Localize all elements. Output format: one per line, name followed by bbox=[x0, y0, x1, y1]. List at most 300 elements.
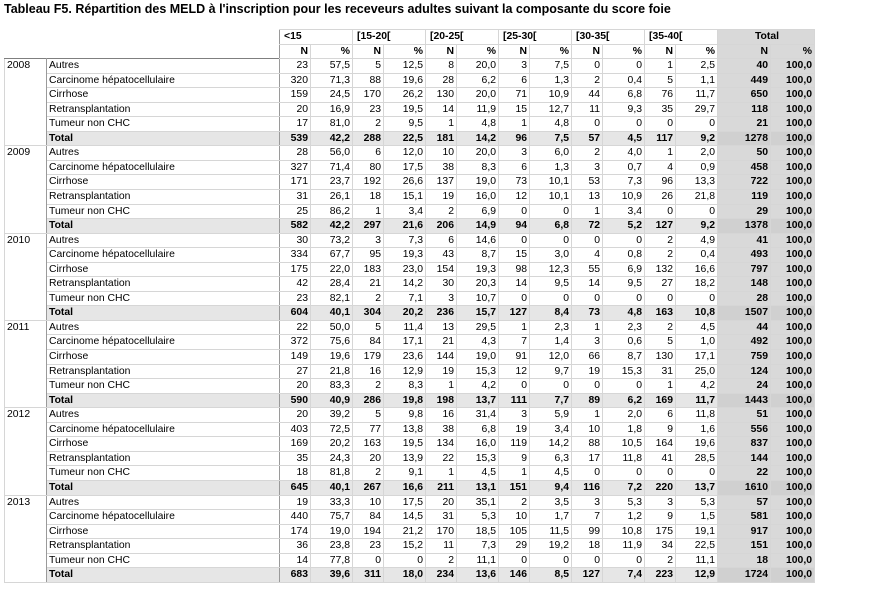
value-cell: 2 bbox=[426, 553, 457, 568]
total-row bbox=[5, 131, 815, 146]
value-cell: 100,0 bbox=[771, 364, 815, 379]
value-cell: 20,0 bbox=[457, 146, 499, 161]
value-cell: 4,8 bbox=[530, 117, 572, 132]
value-cell: 39,6 bbox=[311, 568, 353, 583]
value-cell: 73 bbox=[499, 175, 530, 190]
value-cell: 6 bbox=[499, 160, 530, 175]
header-row-groups bbox=[5, 30, 815, 45]
value-cell: 192 bbox=[353, 175, 384, 190]
value-cell: 8,3 bbox=[457, 160, 499, 175]
value-cell: 181 bbox=[426, 131, 457, 146]
value-cell: 2 bbox=[645, 248, 676, 263]
value-cell: 20,2 bbox=[311, 437, 353, 452]
value-cell: 148 bbox=[718, 277, 771, 292]
value-cell: 3,4 bbox=[530, 422, 572, 437]
value-cell: 100,0 bbox=[771, 291, 815, 306]
value-cell: 14 bbox=[426, 102, 457, 117]
value-cell: 39,2 bbox=[311, 408, 353, 423]
table-row bbox=[5, 437, 815, 452]
value-cell: 130 bbox=[645, 350, 676, 365]
header-sub: N bbox=[718, 44, 771, 59]
value-cell: 1 bbox=[572, 408, 603, 423]
value-cell: 5,3 bbox=[676, 495, 718, 510]
table-row bbox=[5, 495, 815, 510]
value-cell: 30 bbox=[426, 277, 457, 292]
value-cell: 25 bbox=[280, 204, 311, 219]
row-label: Autres bbox=[47, 146, 280, 161]
value-cell: 13,6 bbox=[457, 568, 499, 583]
value-cell: 41 bbox=[645, 451, 676, 466]
value-cell: 5,2 bbox=[603, 219, 645, 234]
value-cell: 582 bbox=[280, 219, 311, 234]
value-cell: 7 bbox=[572, 510, 603, 525]
value-cell: 57,5 bbox=[311, 59, 353, 74]
value-cell: 1 bbox=[499, 117, 530, 132]
value-cell: 55 bbox=[572, 262, 603, 277]
value-cell: 100,0 bbox=[771, 422, 815, 437]
value-cell: 169 bbox=[645, 393, 676, 408]
value-cell: 50,0 bbox=[311, 320, 353, 335]
value-cell: 16,6 bbox=[384, 480, 426, 495]
value-cell: 20 bbox=[280, 379, 311, 394]
value-cell: 14,2 bbox=[457, 131, 499, 146]
value-cell: 223 bbox=[645, 568, 676, 583]
row-label: Autres bbox=[47, 59, 280, 74]
value-cell: 11,7 bbox=[676, 88, 718, 103]
row-label: Cirrhose bbox=[47, 437, 280, 452]
value-cell: 100,0 bbox=[771, 437, 815, 452]
value-cell: 170 bbox=[353, 88, 384, 103]
row-label: Carcinome hépatocellulaire bbox=[47, 335, 280, 350]
value-cell: 163 bbox=[645, 306, 676, 321]
value-cell: 83,3 bbox=[311, 379, 353, 394]
value-cell: 2 bbox=[645, 553, 676, 568]
total-row bbox=[5, 306, 815, 321]
row-label: Carcinome hépatocellulaire bbox=[47, 422, 280, 437]
value-cell: 0 bbox=[645, 204, 676, 219]
value-cell: 1 bbox=[353, 204, 384, 219]
value-cell: 288 bbox=[353, 131, 384, 146]
table-title: Tableau F5. Répartition des MELD à l'inscription pour les receveurs adultes suivant la composante du score foie bbox=[4, 2, 671, 16]
value-cell: 16,6 bbox=[676, 262, 718, 277]
value-cell: 100,0 bbox=[771, 131, 815, 146]
value-cell: 151 bbox=[718, 539, 771, 554]
value-cell: 9 bbox=[645, 510, 676, 525]
value-cell: 174 bbox=[280, 524, 311, 539]
table-row bbox=[5, 117, 815, 132]
header-group: [20-25[ bbox=[426, 30, 499, 45]
value-cell: 3,4 bbox=[384, 204, 426, 219]
value-cell: 100,0 bbox=[771, 88, 815, 103]
value-cell: 0 bbox=[603, 117, 645, 132]
value-cell: 99 bbox=[572, 524, 603, 539]
value-cell: 21,8 bbox=[676, 190, 718, 205]
row-label: Total bbox=[47, 393, 280, 408]
value-cell: 8,7 bbox=[603, 350, 645, 365]
value-cell: 1 bbox=[645, 146, 676, 161]
value-cell: 0 bbox=[530, 233, 572, 248]
value-cell: 18,5 bbox=[457, 524, 499, 539]
value-cell: 100,0 bbox=[771, 495, 815, 510]
value-cell: 144 bbox=[718, 451, 771, 466]
value-cell: 20 bbox=[426, 495, 457, 510]
value-cell: 36 bbox=[280, 539, 311, 554]
value-cell: 96 bbox=[499, 131, 530, 146]
value-cell: 7,7 bbox=[530, 393, 572, 408]
value-cell: 1 bbox=[645, 379, 676, 394]
value-cell: 119 bbox=[499, 437, 530, 452]
value-cell: 11,8 bbox=[676, 408, 718, 423]
value-cell: 72 bbox=[572, 219, 603, 234]
value-cell: 100,0 bbox=[771, 59, 815, 74]
value-cell: 18,2 bbox=[676, 277, 718, 292]
row-label: Cirrhose bbox=[47, 350, 280, 365]
total-row bbox=[5, 568, 815, 583]
table-row bbox=[5, 59, 815, 74]
row-label: Carcinome hépatocellulaire bbox=[47, 73, 280, 88]
value-cell: 11 bbox=[426, 539, 457, 554]
value-cell: 0 bbox=[499, 204, 530, 219]
header-sub: N bbox=[280, 44, 311, 59]
value-cell: 20,0 bbox=[457, 59, 499, 74]
value-cell: 13,7 bbox=[676, 480, 718, 495]
value-cell: 0 bbox=[499, 291, 530, 306]
value-cell: 77,8 bbox=[311, 553, 353, 568]
value-cell: 100,0 bbox=[771, 262, 815, 277]
value-cell: 100,0 bbox=[771, 408, 815, 423]
value-cell: 19,6 bbox=[384, 73, 426, 88]
value-cell: 100,0 bbox=[771, 568, 815, 583]
header-sub: % bbox=[311, 44, 353, 59]
value-cell: 118 bbox=[718, 102, 771, 117]
value-cell: 127 bbox=[572, 568, 603, 583]
value-cell: 17,1 bbox=[676, 350, 718, 365]
value-cell: 581 bbox=[718, 510, 771, 525]
value-cell: 0,6 bbox=[603, 335, 645, 350]
value-cell: 4,8 bbox=[457, 117, 499, 132]
value-cell: 14,2 bbox=[384, 277, 426, 292]
header-blank-cell bbox=[5, 44, 280, 59]
value-cell: 7,2 bbox=[603, 480, 645, 495]
value-cell: 13 bbox=[572, 190, 603, 205]
value-cell: 194 bbox=[353, 524, 384, 539]
value-cell: 100,0 bbox=[771, 451, 815, 466]
value-cell: 146 bbox=[499, 568, 530, 583]
value-cell: 0 bbox=[572, 117, 603, 132]
value-cell: 23,8 bbox=[311, 539, 353, 554]
value-cell: 18,0 bbox=[384, 568, 426, 583]
value-cell: 449 bbox=[718, 73, 771, 88]
value-cell: 81,0 bbox=[311, 117, 353, 132]
value-cell: 43 bbox=[426, 248, 457, 263]
value-cell: 163 bbox=[353, 437, 384, 452]
value-cell: 14,9 bbox=[457, 219, 499, 234]
value-cell: 759 bbox=[718, 350, 771, 365]
value-cell: 0 bbox=[530, 379, 572, 394]
value-cell: 2 bbox=[645, 233, 676, 248]
value-cell: 23,0 bbox=[384, 262, 426, 277]
value-cell: 14,5 bbox=[384, 510, 426, 525]
value-cell: 19 bbox=[426, 190, 457, 205]
value-cell: 10,8 bbox=[676, 306, 718, 321]
value-cell: 267 bbox=[353, 480, 384, 495]
value-cell: 40,1 bbox=[311, 480, 353, 495]
value-cell: 82,1 bbox=[311, 291, 353, 306]
value-cell: 1378 bbox=[718, 219, 771, 234]
value-cell: 9,3 bbox=[603, 102, 645, 117]
value-cell: 100,0 bbox=[771, 466, 815, 481]
value-cell: 1 bbox=[499, 320, 530, 335]
table-row bbox=[5, 291, 815, 306]
value-cell: 1 bbox=[572, 204, 603, 219]
value-cell: 95 bbox=[353, 248, 384, 263]
row-label: Cirrhose bbox=[47, 175, 280, 190]
value-cell: 9,2 bbox=[676, 131, 718, 146]
value-cell: 0 bbox=[572, 233, 603, 248]
value-cell: 2,0 bbox=[603, 408, 645, 423]
value-cell: 31 bbox=[645, 364, 676, 379]
value-cell: 22 bbox=[718, 466, 771, 481]
header-group: [25-30[ bbox=[499, 30, 572, 45]
value-cell: 13,1 bbox=[457, 480, 499, 495]
header-sub: N bbox=[645, 44, 676, 59]
row-label: Autres bbox=[47, 408, 280, 423]
value-cell: 23 bbox=[280, 59, 311, 74]
value-cell: 21 bbox=[426, 335, 457, 350]
value-cell: 1,7 bbox=[530, 510, 572, 525]
value-cell: 0 bbox=[676, 291, 718, 306]
value-cell: 10,7 bbox=[457, 291, 499, 306]
value-cell: 10 bbox=[426, 146, 457, 161]
value-cell: 12 bbox=[499, 364, 530, 379]
value-cell: 19,8 bbox=[384, 393, 426, 408]
table-row bbox=[5, 88, 815, 103]
header-sub: N bbox=[499, 44, 530, 59]
value-cell: 19,5 bbox=[384, 437, 426, 452]
value-cell: 27 bbox=[280, 364, 311, 379]
value-cell: 11,9 bbox=[457, 102, 499, 117]
value-cell: 21,6 bbox=[384, 219, 426, 234]
value-cell: 6,9 bbox=[603, 262, 645, 277]
value-cell: 67,7 bbox=[311, 248, 353, 263]
value-cell: 13,9 bbox=[384, 451, 426, 466]
value-cell: 7,3 bbox=[603, 175, 645, 190]
value-cell: 10,9 bbox=[603, 190, 645, 205]
value-cell: 6,8 bbox=[457, 422, 499, 437]
value-cell: 7 bbox=[499, 335, 530, 350]
year-cell: 2011 bbox=[5, 320, 47, 407]
value-cell: 134 bbox=[426, 437, 457, 452]
value-cell: 80 bbox=[353, 160, 384, 175]
value-cell: 0,8 bbox=[603, 248, 645, 263]
header-sub: % bbox=[603, 44, 645, 59]
header-group: Total bbox=[718, 30, 815, 45]
value-cell: 169 bbox=[280, 437, 311, 452]
value-cell: 12,3 bbox=[530, 262, 572, 277]
row-label: Total bbox=[47, 131, 280, 146]
value-cell: 492 bbox=[718, 335, 771, 350]
value-cell: 1 bbox=[645, 59, 676, 74]
value-cell: 23 bbox=[353, 102, 384, 117]
value-cell: 917 bbox=[718, 524, 771, 539]
table-row bbox=[5, 350, 815, 365]
value-cell: 21 bbox=[353, 277, 384, 292]
value-cell: 154 bbox=[426, 262, 457, 277]
year-cell: 2008 bbox=[5, 59, 47, 146]
value-cell: 1,1 bbox=[676, 73, 718, 88]
value-cell: 81,8 bbox=[311, 466, 353, 481]
value-cell: 116 bbox=[572, 480, 603, 495]
value-cell: 1443 bbox=[718, 393, 771, 408]
value-cell: 539 bbox=[280, 131, 311, 146]
value-cell: 0 bbox=[530, 553, 572, 568]
row-label: Carcinome hépatocellulaire bbox=[47, 248, 280, 263]
table-row bbox=[5, 379, 815, 394]
row-label: Total bbox=[47, 219, 280, 234]
value-cell: 4,2 bbox=[676, 379, 718, 394]
value-cell: 119 bbox=[718, 190, 771, 205]
value-cell: 6 bbox=[426, 233, 457, 248]
value-cell: 9,5 bbox=[530, 277, 572, 292]
value-cell: 4,5 bbox=[530, 466, 572, 481]
value-cell: 5,3 bbox=[457, 510, 499, 525]
value-cell: 1278 bbox=[718, 131, 771, 146]
value-cell: 11,7 bbox=[676, 393, 718, 408]
value-cell: 26,6 bbox=[384, 175, 426, 190]
value-cell: 12,7 bbox=[530, 102, 572, 117]
value-cell: 10,9 bbox=[530, 88, 572, 103]
value-cell: 26 bbox=[645, 190, 676, 205]
value-cell: 0 bbox=[572, 553, 603, 568]
value-cell: 2 bbox=[353, 466, 384, 481]
value-cell: 17 bbox=[572, 451, 603, 466]
table-row bbox=[5, 510, 815, 525]
value-cell: 23,6 bbox=[384, 350, 426, 365]
table-row bbox=[5, 364, 815, 379]
value-cell: 76 bbox=[645, 88, 676, 103]
value-cell: 18 bbox=[280, 466, 311, 481]
table-row bbox=[5, 466, 815, 481]
value-cell: 7,5 bbox=[530, 59, 572, 74]
total-row bbox=[5, 393, 815, 408]
value-cell: 11 bbox=[572, 102, 603, 117]
value-cell: 0 bbox=[645, 466, 676, 481]
value-cell: 3 bbox=[499, 146, 530, 161]
value-cell: 100,0 bbox=[771, 73, 815, 88]
value-cell: 493 bbox=[718, 248, 771, 263]
value-cell: 100,0 bbox=[771, 539, 815, 554]
value-cell: 9 bbox=[645, 422, 676, 437]
value-cell: 38 bbox=[426, 160, 457, 175]
value-cell: 175 bbox=[645, 524, 676, 539]
value-cell: 29 bbox=[718, 204, 771, 219]
header-blank-cell bbox=[5, 30, 280, 45]
value-cell: 0 bbox=[572, 291, 603, 306]
value-cell: 14 bbox=[572, 277, 603, 292]
value-cell: 1 bbox=[426, 117, 457, 132]
value-cell: 100,0 bbox=[771, 117, 815, 132]
value-cell: 35 bbox=[280, 451, 311, 466]
value-cell: 2,0 bbox=[676, 146, 718, 161]
table-row bbox=[5, 320, 815, 335]
value-cell: 26,2 bbox=[384, 88, 426, 103]
row-label: Cirrhose bbox=[47, 262, 280, 277]
value-cell: 15,3 bbox=[603, 364, 645, 379]
value-cell: 1,4 bbox=[530, 335, 572, 350]
row-label: Tumeur non CHC bbox=[47, 291, 280, 306]
value-cell: 0 bbox=[499, 379, 530, 394]
value-cell: 24 bbox=[718, 379, 771, 394]
value-cell: 0 bbox=[572, 59, 603, 74]
value-cell: 19 bbox=[426, 364, 457, 379]
value-cell: 19,6 bbox=[676, 437, 718, 452]
value-cell: 42,2 bbox=[311, 131, 353, 146]
value-cell: 42,2 bbox=[311, 219, 353, 234]
value-cell: 19,1 bbox=[676, 524, 718, 539]
value-cell: 35,1 bbox=[457, 495, 499, 510]
value-cell: 100,0 bbox=[771, 204, 815, 219]
table-row bbox=[5, 248, 815, 263]
value-cell: 320 bbox=[280, 73, 311, 88]
value-cell: 170 bbox=[426, 524, 457, 539]
value-cell: 14 bbox=[499, 277, 530, 292]
value-cell: 0 bbox=[603, 233, 645, 248]
value-cell: 30 bbox=[280, 233, 311, 248]
row-label: Cirrhose bbox=[47, 524, 280, 539]
value-cell: 234 bbox=[426, 568, 457, 583]
value-cell: 334 bbox=[280, 248, 311, 263]
value-cell: 127 bbox=[499, 306, 530, 321]
value-cell: 6 bbox=[353, 146, 384, 161]
value-cell: 1 bbox=[499, 466, 530, 481]
value-cell: 14,2 bbox=[530, 437, 572, 452]
value-cell: 0,4 bbox=[676, 248, 718, 263]
value-cell: 137 bbox=[426, 175, 457, 190]
value-cell: 56,0 bbox=[311, 146, 353, 161]
value-cell: 34 bbox=[645, 539, 676, 554]
value-cell: 17,5 bbox=[384, 160, 426, 175]
value-cell: 17 bbox=[280, 117, 311, 132]
value-cell: 66 bbox=[572, 350, 603, 365]
value-cell: 15 bbox=[499, 102, 530, 117]
value-cell: 100,0 bbox=[771, 219, 815, 234]
value-cell: 12,9 bbox=[676, 568, 718, 583]
value-cell: 5 bbox=[353, 59, 384, 74]
value-cell: 15,3 bbox=[457, 364, 499, 379]
value-cell: 236 bbox=[426, 306, 457, 321]
value-cell: 127 bbox=[645, 219, 676, 234]
value-cell: 100,0 bbox=[771, 277, 815, 292]
value-cell: 100,0 bbox=[771, 102, 815, 117]
value-cell: 10,8 bbox=[603, 524, 645, 539]
value-cell: 75,6 bbox=[311, 335, 353, 350]
value-cell: 26,1 bbox=[311, 190, 353, 205]
header-sub: % bbox=[530, 44, 572, 59]
value-cell: 1,2 bbox=[603, 510, 645, 525]
value-cell: 8,5 bbox=[530, 568, 572, 583]
value-cell: 1724 bbox=[718, 568, 771, 583]
row-label: Total bbox=[47, 306, 280, 321]
value-cell: 10,5 bbox=[603, 437, 645, 452]
value-cell: 16 bbox=[426, 408, 457, 423]
header-group: [30-35[ bbox=[572, 30, 645, 45]
value-cell: 100,0 bbox=[771, 146, 815, 161]
value-cell: 14,6 bbox=[457, 233, 499, 248]
value-cell: 33,3 bbox=[311, 495, 353, 510]
header-group: <15 bbox=[280, 30, 353, 45]
value-cell: 179 bbox=[353, 350, 384, 365]
value-cell: 31 bbox=[426, 510, 457, 525]
